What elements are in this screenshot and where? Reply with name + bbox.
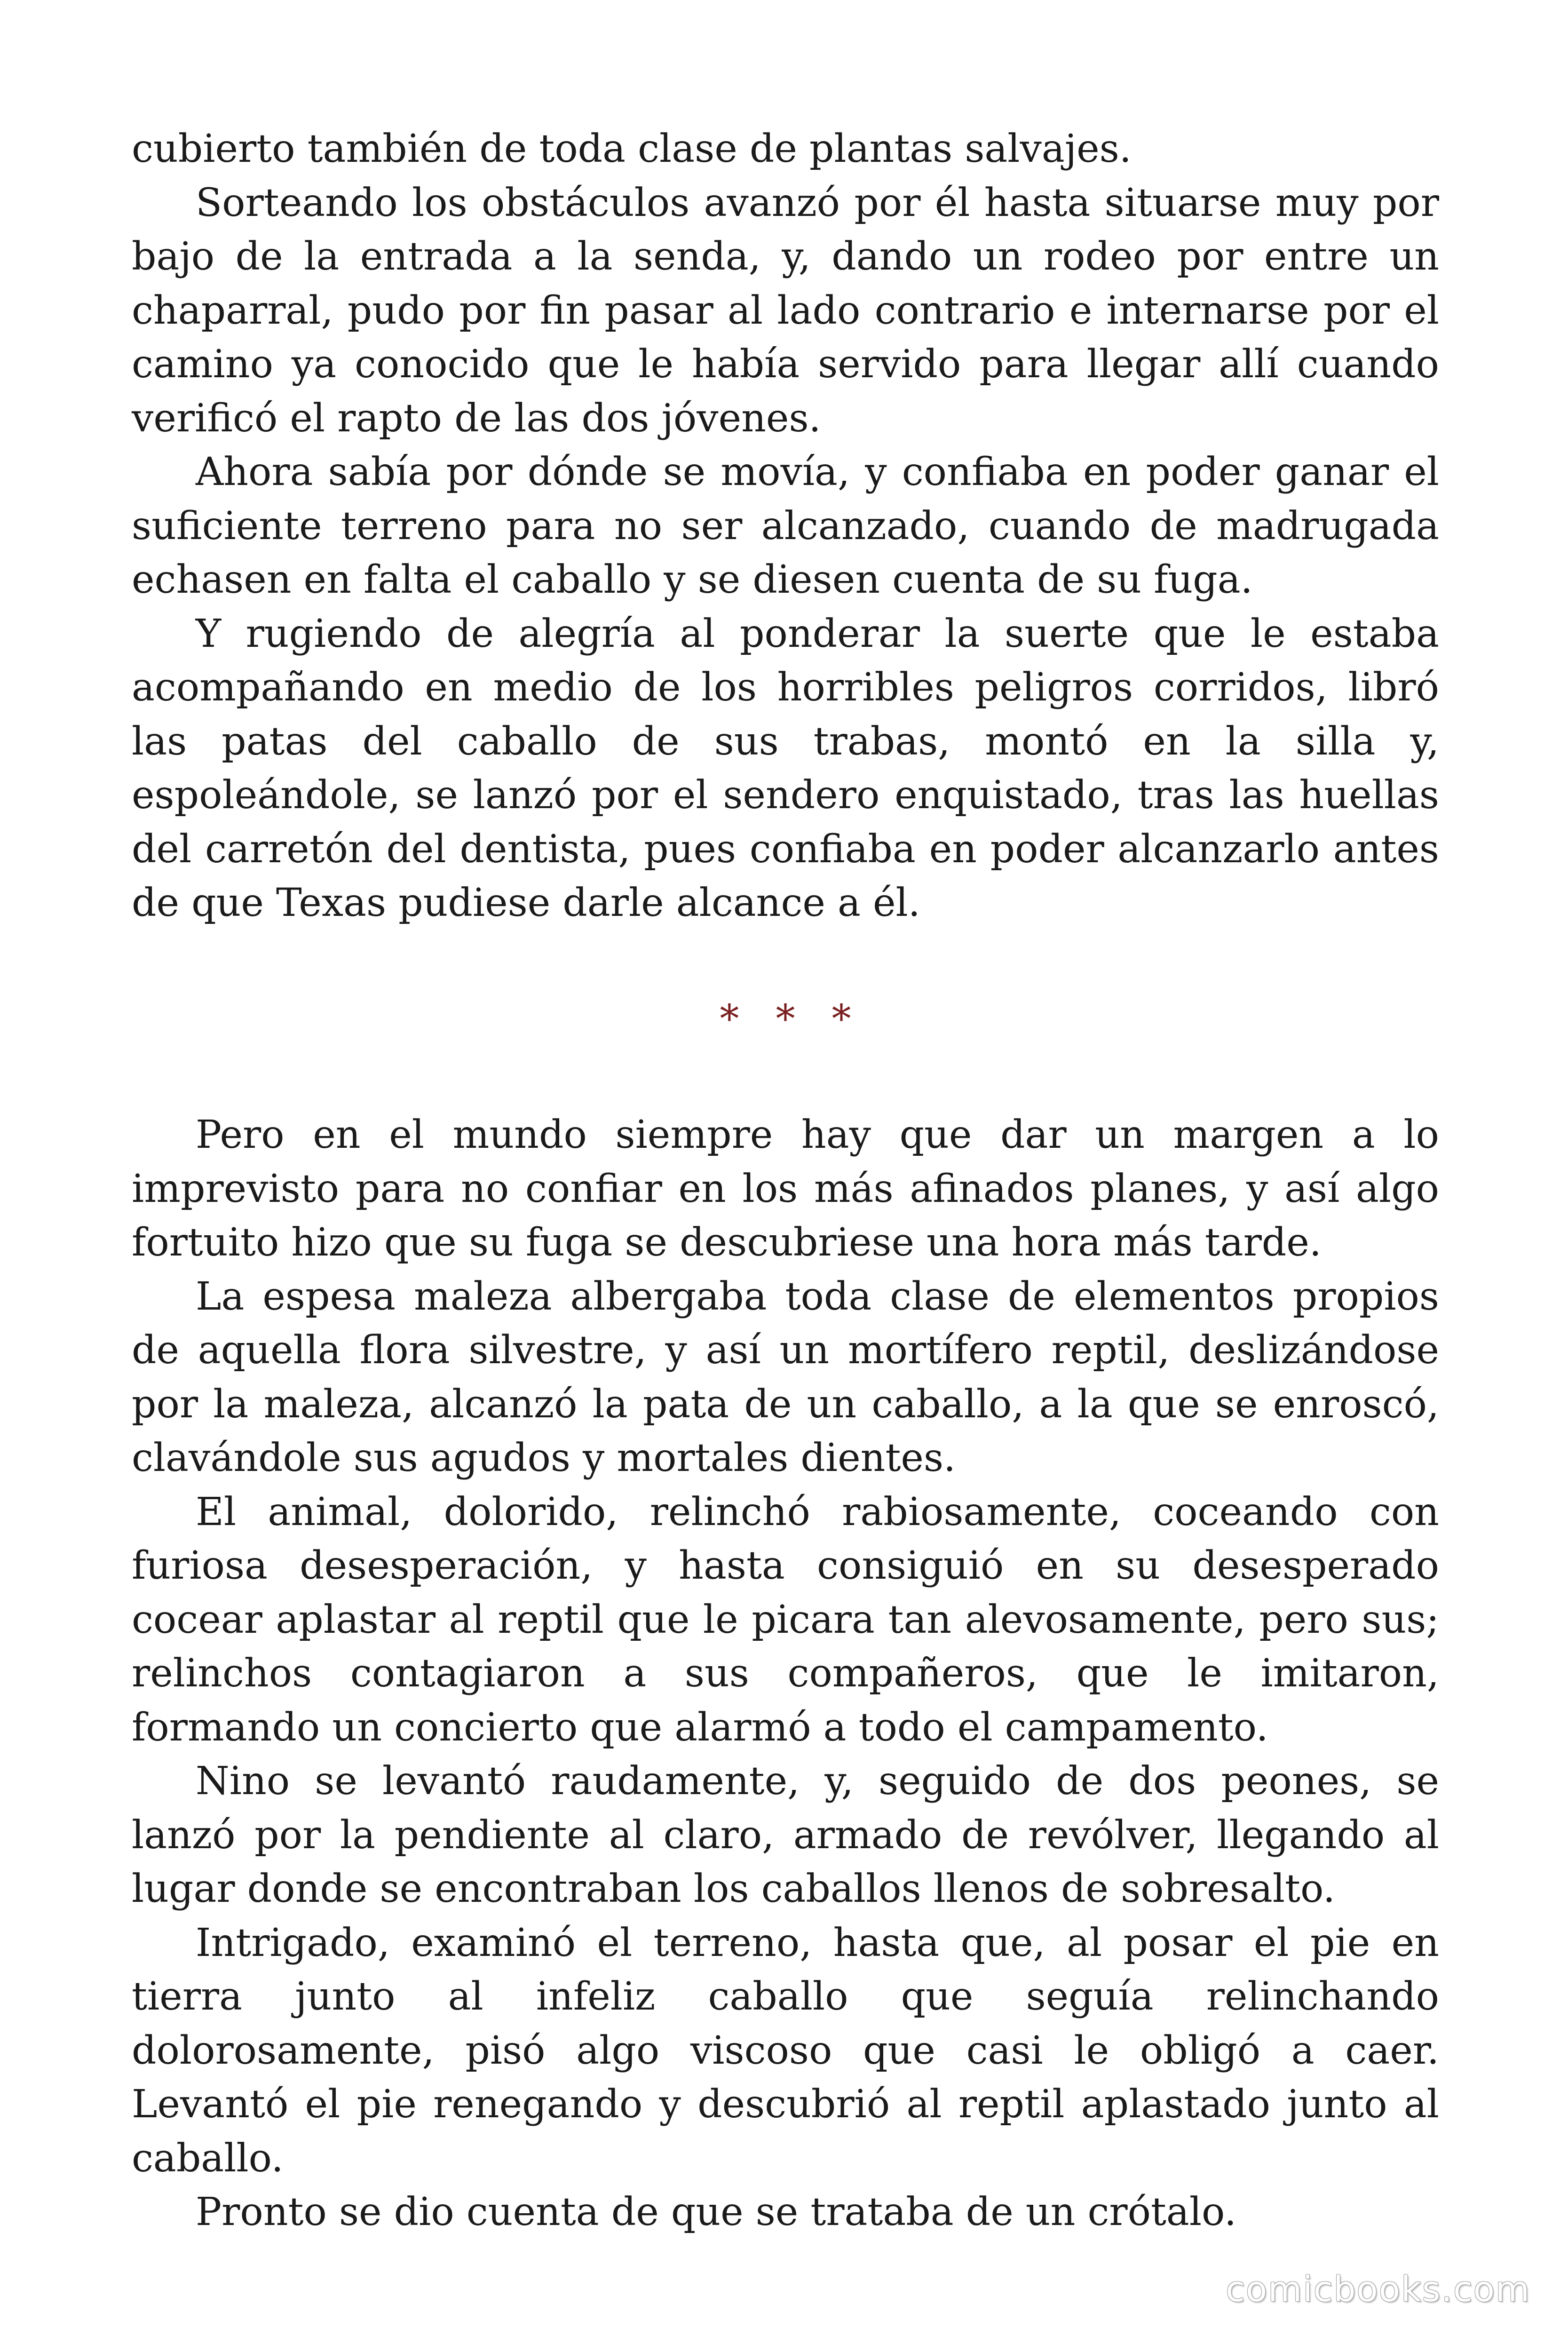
paragraph: Ahora sabía por dónde se movía, y confiaba en poder ganar el suficiente terreno para no ser alcanzado, cuando de madrugada echasen en falta el caballo y se diesen cuenta de su fuga. bbox=[132, 450, 1439, 602]
watermark: comicbooks.com bbox=[1226, 2269, 1530, 2310]
page-body bbox=[132, 122, 1439, 2240]
paragraph: Y rugiendo de alegría al ponderar la suerte que le estaba acompañando en medio de los horribles peligros corridos, libró las patas del caballo de sus trabas, montó en la silla y, espoleándole, se lanzó por el sendero enquistado, tras las huellas del carretón del dentista, pues confiaba en poder alcanzarlo antes de que Texas pudiese darle alcance a él. bbox=[132, 611, 1439, 925]
paragraph: La espesa maleza albergaba toda clase de elementos propios de aquella flora silvestre, y así un mortífero reptil, deslizándose por la maleza, alcanzó la pata de un caballo, a la que se enroscó, clavándole sus agudos y mortales dientes. bbox=[132, 1274, 1439, 1480]
paragraph: Intrigado, examinó el terreno, hasta que, al posar el pie en tierra junto al infeliz caballo que seguía relinchando dolorosamente, pisó algo viscoso que casi le obligó a caer. Levantó el pie renegando y descubrió al reptil aplastado junto al caballo. bbox=[132, 1920, 1439, 2181]
section-separator: * * * bbox=[720, 996, 863, 1041]
paragraph: El animal, dolorido, relinchó rabiosamente, coceando con furiosa desesperación, y hasta consiguió en su desesperado cocear aplastar al reptil que le picara tan alevosamente, pero sus; relinchos contagiaron a sus compañeros, que le imitaron, formando un concierto que alarmó a todo el campamento. bbox=[132, 1489, 1439, 1750]
paragraph: Nino se levantó raudamente, y, seguido de dos peones, se lanzó por la pendiente al claro, armado de revólver, llegando al lugar donde se encontraban los caballos llenos de sobresalto. bbox=[132, 1759, 1439, 1911]
paragraph: Pero en el mundo siempre hay que dar un margen a lo imprevisto para no confiar en los más afinados planes, y así algo fortuito hizo que su fuga se descubriese una hora más tarde. bbox=[132, 1112, 1439, 1265]
paragraph: Sorteando los obstáculos avanzó por él hasta situarse muy por bajo de la entrada a la senda, y, dando un rodeo por entre un chaparral, pudo por fin pasar al lado contrario e internarse por el camino ya conocido que le había servido para llegar allí cuando verificó el rapto de las dos jóvenes. bbox=[132, 180, 1439, 441]
paragraph: cubierto también de toda clase de plantas salvajes. bbox=[132, 127, 1132, 171]
paragraph: Pronto se dio cuenta de que se trataba de un crótalo. bbox=[196, 2190, 1237, 2234]
